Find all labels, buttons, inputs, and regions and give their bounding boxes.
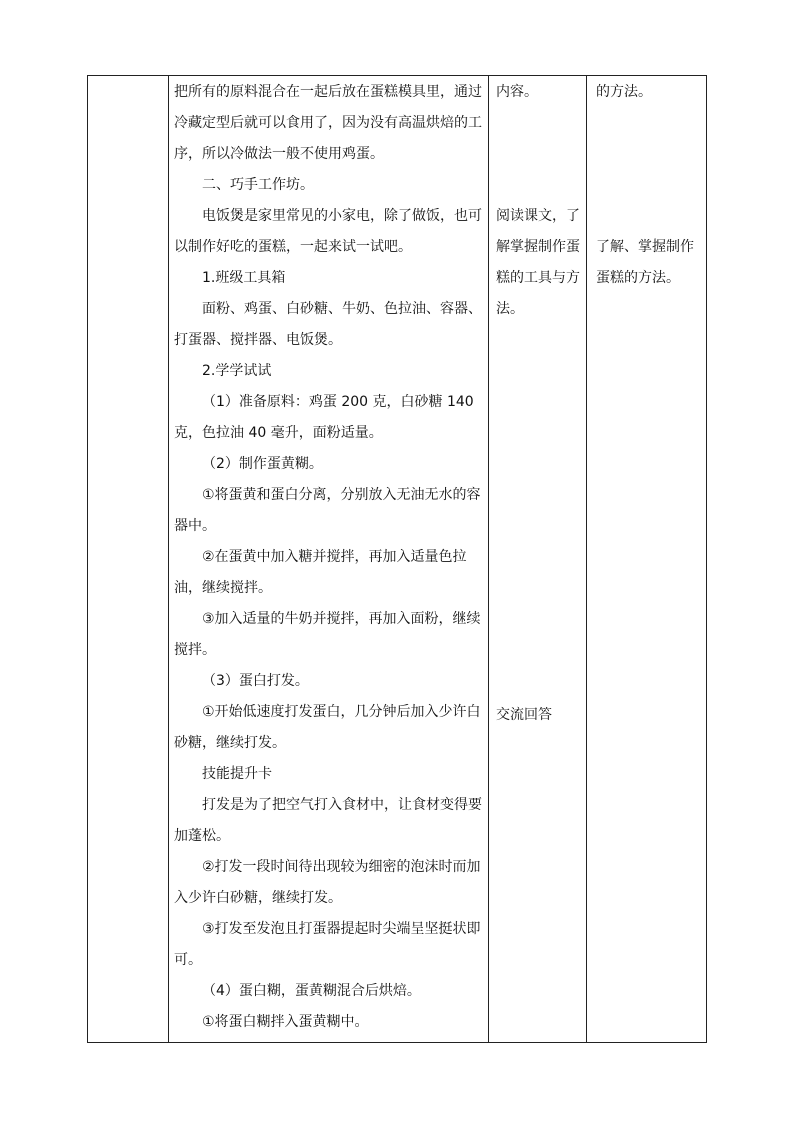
- column-divider: [586, 76, 587, 1042]
- step-paragraph: ①将蛋黄和蛋白分离，分别放入无油无水的容器中。: [174, 487, 481, 534]
- tip-paragraph: 打发是为了把空气打入食材中，让食材变得要加蓬松。: [174, 797, 482, 844]
- intent-text: 了解、掌握制作蛋糕的方法。: [596, 239, 694, 286]
- sub-heading: 2.学学试试: [202, 363, 272, 379]
- tip-heading: 技能提升卡: [202, 766, 272, 782]
- step-paragraph: （3）蛋白打发。: [202, 673, 309, 689]
- body-paragraph: 把所有的原料混合在一起后放在蛋糕模具里，通过冷藏定型后就可以食用了，因为没有高温烘焙的工序，所以冷做法一般不使用鸡蛋。: [174, 84, 482, 162]
- step-paragraph: ①将蛋白糊拌入蛋黄糊中。: [202, 1014, 369, 1030]
- design-intent-cell: [596, 76, 704, 1042]
- step-paragraph: ③加入适量的牛奶并搅拌，再加入面粉，继续搅拌。: [174, 611, 481, 658]
- column-divider: [168, 76, 169, 1042]
- sub-heading: 1.班级工具箱: [202, 270, 286, 286]
- body-paragraph: 面粉、鸡蛋、白砂糖、牛奶、色拉油、容器、打蛋器、搅拌器、电饭煲。: [174, 301, 482, 348]
- step-paragraph: （1）准备原料：鸡蛋 200 克，白砂糖 140 克，色拉油 40 毫升，面粉适量。: [174, 394, 474, 441]
- step-paragraph: （4）蛋白糊，蛋黄糊混合后烘焙。: [202, 983, 421, 999]
- column-divider: [488, 76, 489, 1042]
- teaching-process-cell: [174, 76, 483, 1042]
- activity-text: 交流回答: [496, 707, 552, 723]
- section-heading: 二、巧手工作坊。: [202, 177, 314, 193]
- activity-text: 内容。: [496, 84, 538, 100]
- step-paragraph: ②打发一段时间待出现较为细密的泡沫时而加入少许白砂糖，继续打发。: [174, 859, 481, 906]
- step-paragraph: ①开始低速度打发蛋白，几分钟后加入少许白砂糖，继续打发。: [174, 704, 481, 751]
- column-1-cell: [88, 76, 168, 1042]
- lesson-table: [87, 75, 707, 1043]
- student-activity-cell: [496, 76, 582, 1042]
- step-paragraph: （2）制作蛋黄糊。: [202, 456, 323, 472]
- body-paragraph: 电饭煲是家里常见的小家电，除了做饭，也可以制作好吃的蛋糕，一起来试一试吧。: [174, 208, 482, 255]
- intent-text: 的方法。: [596, 84, 652, 100]
- step-paragraph: ②在蛋黄中加入糖并搅拌，再加入适量色拉油，继续搅拌。: [174, 549, 467, 596]
- activity-text: 阅读课文，了解掌握制作蛋糕的工具与方法。: [496, 208, 580, 317]
- step-paragraph: ③打发至发泡且打蛋器提起时尖端呈坚挺状即可。: [174, 921, 481, 968]
